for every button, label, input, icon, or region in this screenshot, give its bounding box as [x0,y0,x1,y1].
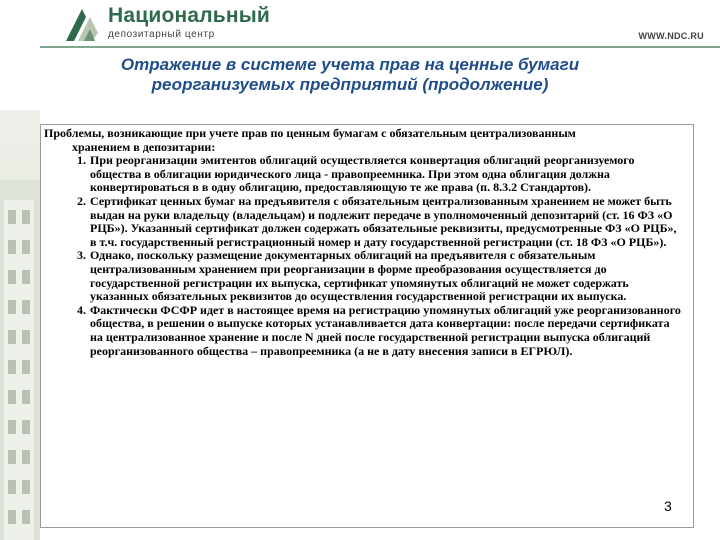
list-item-text: При реорганизации эмитентов облигаций осуществляется конвертация облигаций реорганизуемого общества в облигации юридического лица - правопреемника. При этом одна облигация должна конвертироваться в в одну облигацию, предоставляющую те же права (п. 8.3.2 Стандартов). [90,153,635,195]
intro-line: хранением в депозитарии: [72,139,216,154]
list-item-text: Сертификат ценных бумаг на предъявителя с обязательным централизованным хранением не может быть выдан на руки владельцу (владельцам) и подлежит передаче в уполномоченный депозитарий (ст. 16 ФЗ «О РЦБ»). Указанный сертификат должен содержать обязательные реквизиты, предусмотренные ФЗ «О РЦБ», в т.ч. государственный регистрационный номер и дату государственной регистрации (ст. 18 ФЗ «О РЦБ»). [90,193,677,249]
website-url[interactable]: WWW.NDC.RU [638,31,704,41]
slide-body [44,127,684,358]
list-item-number: 2. [77,193,86,208]
list-item-text: Фактически ФСФР идет в настоящее время на регистрацию упомянутых облигаций уже реорганизованного общества, в решении о выпуске которых устанавливается дата конвертации: после передачи сертификата на централизованное хранение и после N дней после государственной регистрации выпуска облигаций реорганизованного общества – правопреемника (а не в дату внесения записи в ЕГРЮЛ). [90,302,681,358]
list-item [44,304,684,358]
logo-subtitle: депозитарный центр [108,29,215,40]
list-item-number: 1. [77,153,86,168]
list-item-number: 4. [77,302,86,317]
building-icon [0,180,40,540]
list-item-number: 3. [77,248,86,263]
intro-paragraph [44,127,684,154]
logo-name: Национальный [108,4,271,27]
ndc-logo-icon [62,5,102,45]
intro-line: Проблемы, возникающие при учете прав по ценным бумагам с обязательным централизованным [44,126,576,140]
logo [0,0,271,50]
list-item [44,195,684,249]
list-item [44,249,684,303]
slide-title: Отражение в системе учета прав на ценные бумаги реорганизуемых предприятий (продолжение) [120,55,580,94]
list-item-text: Однако, поскольку размещение документарных облигаций на предъявителя с обязательным централизованным хранением при реорганизации в форме преобразования осуществляется до государственной регистрации их выпуска, сертификат упомянутых облигаций не может содержать указанных обязательных реквизитов до осуществления государственной регистрации их выпуска. [90,248,629,304]
header-divider [40,46,720,48]
list-item [44,154,684,195]
problem-list [44,154,684,358]
page-number: 3 [664,498,672,514]
